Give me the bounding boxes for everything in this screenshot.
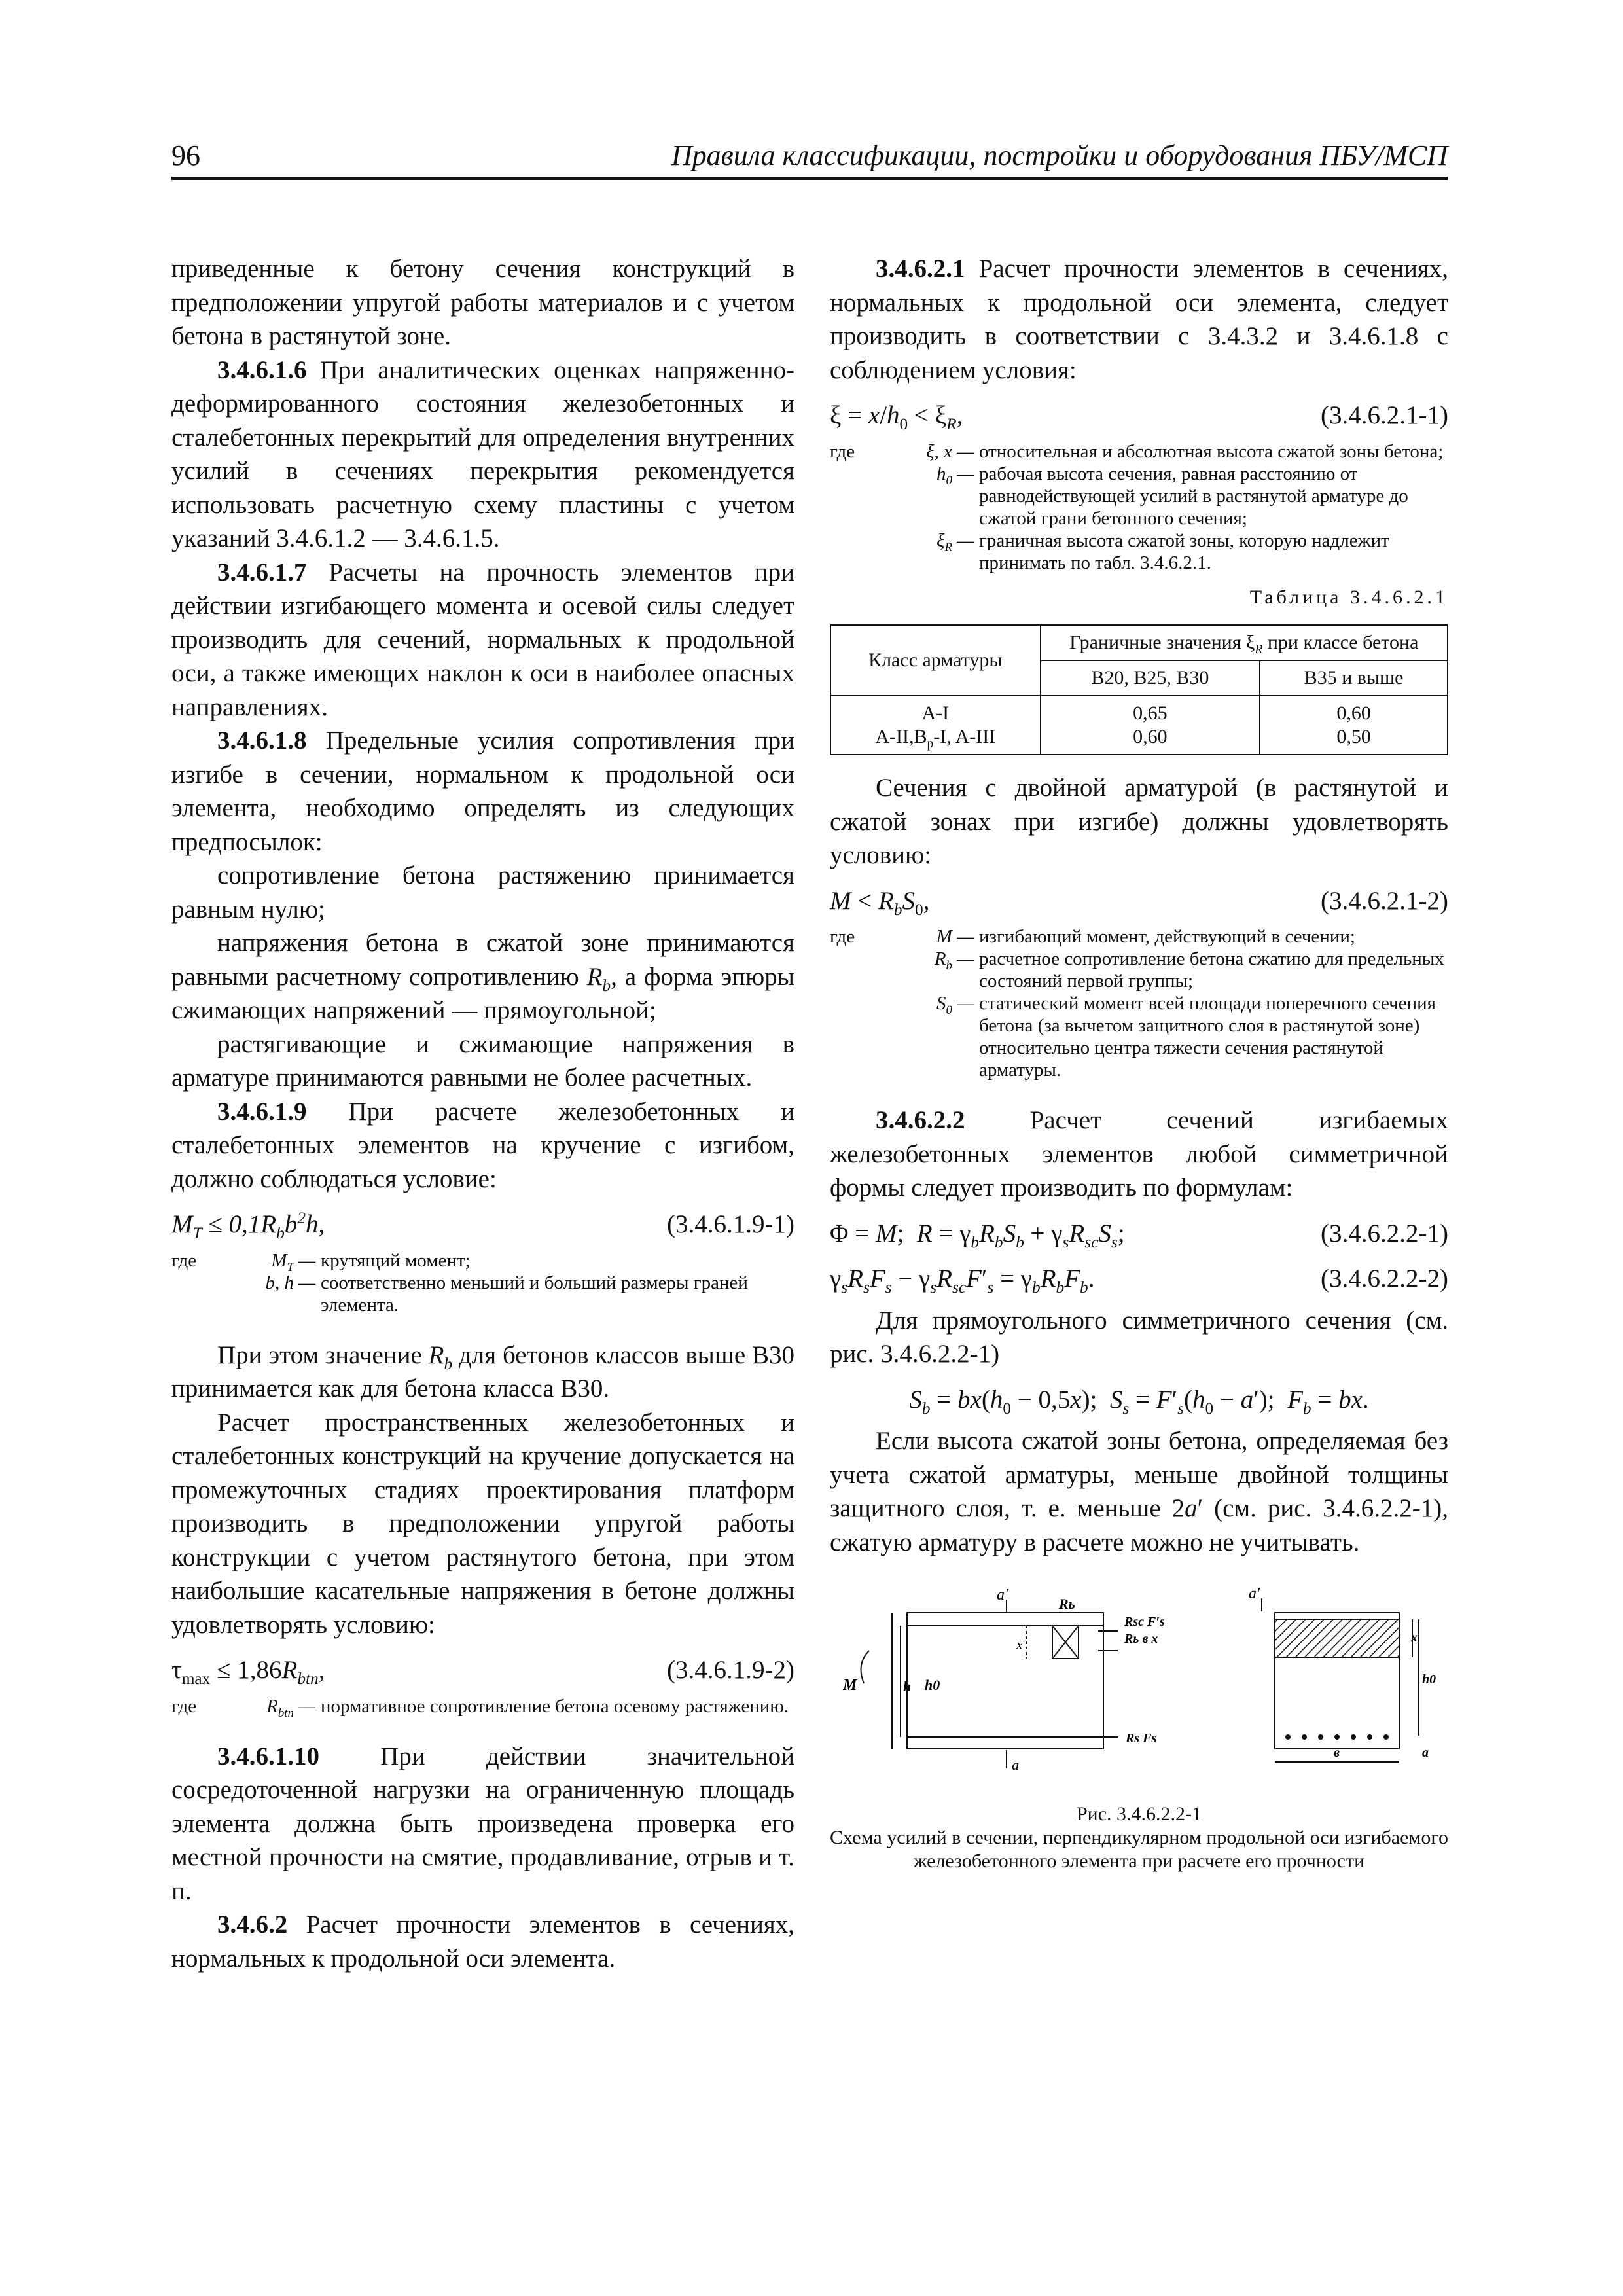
where-list-4: где M — изгибающий момент, действующий в сечении; $R_b$ — расчетное сопротивление бетона сжатию для предельных состояний первой группы; $S_0$ — статический момент всей площади поперечного сечения бетона (за вычетом защитного слоя в растянутой зоне) относительно центра тяжести сечения растянутой арматуры.: [830, 925, 1448, 1081]
formula-number: (3.4.6.2.1-2): [1321, 886, 1448, 915]
label-a-prime: a′: [997, 1587, 1008, 1604]
force-diagram: [830, 1585, 1448, 1795]
table-cell: [830, 696, 1041, 755]
formula-number: (3.4.6.1.9-1): [667, 1210, 794, 1238]
paragraph-text: При этом значение: [217, 1340, 429, 1369]
cell-line: 0,60: [1133, 726, 1168, 747]
section-text: Предельные усилия сопротивления при изгибе в сечении, нормальном к продольной оси элемента, необходимо определять из следующих предпосылок:: [171, 726, 794, 856]
table-header-cell: Граничные значения $\xi_R$ при классе бетона: [1041, 625, 1448, 660]
where-label: где: [830, 926, 855, 947]
where-label: где: [171, 1695, 197, 1717]
label-h0: h0: [925, 1677, 940, 1693]
section-3-4-6-1-6: [171, 353, 794, 556]
figure-3-4-6-2-2-1: [830, 1585, 1448, 1795]
section-number: 3.4.6.1.8: [217, 726, 307, 755]
label-rb-b-x: Rь в х: [1124, 1632, 1158, 1646]
left-column: [171, 252, 794, 1975]
element-side-view: [861, 1600, 1118, 1768]
label-x: x: [1016, 1636, 1023, 1653]
where-label: где: [171, 1249, 197, 1271]
paragraph-b30: При этом значение $R_b$ для бетонов классов выше В30 принимается как для бетона класса В30.: [171, 1340, 794, 1403]
premise-text: напряжения бетона в сжатой зоне принимаются равными расчетному сопротивлению: [171, 929, 794, 991]
cell-line: 0,60: [1336, 702, 1371, 724]
cell-line: 0,50: [1336, 726, 1371, 747]
label-rs-fs: Rs Fs: [1126, 1731, 1157, 1746]
figure-caption-text: Схема усилий в сечении, перпендикулярном продольной оси изгибаемого железобетонного элемента при расчете его прочности: [830, 1827, 1448, 1872]
premise-1: сопротивление бетона растяжению принимается равным нулю;: [171, 861, 794, 924]
where-list-1: где $M_T$ — крутящий момент; b, h — соответственно меньший и больший размеры граней элемента.: [171, 1249, 794, 1316]
header-rule: [171, 177, 1448, 180]
where-definition: статический момент всей площади поперечного сечения бетона (за вычетом защитного слоя в растянутой зоне) относительно центра тяжести сечения растянутой арматуры.: [979, 993, 1436, 1081]
label-h: h: [903, 1678, 912, 1695]
table-header-cell: Класс арматуры: [830, 625, 1041, 696]
formula-3-4-6-1-9-1: $M_T \le 0,1R_bb^2h$, (3.4.6.1.9-1): [171, 1209, 794, 1242]
section-text: Расчеты на прочность элементов при действии изгибающего момента и осевой силы следует производить для сечений, нормальных к продольной оси, а также имеющих наклон к оси в наиболее опасных направлениях.: [171, 558, 794, 721]
running-title: Правила классификации, постройки и оборудования ПБУ/МСП: [671, 139, 1448, 171]
label-rb: Rь: [1059, 1596, 1075, 1612]
page-number: 96: [171, 139, 200, 171]
label-a-prime-section: a′: [1249, 1585, 1260, 1602]
label-rsc-fs: Rsc F′s: [1124, 1615, 1165, 1629]
where-definition: рабочая высота сечения, равная расстоянию от равнодействующей усилий в растянутой арматуре до сжатой грани бетонного сечения;: [979, 463, 1408, 529]
table-cell: [1041, 696, 1260, 755]
where-definition: нормативное сопротивление бетона осевому растяжению.: [321, 1695, 789, 1717]
section-number: 3.4.6.1.9: [217, 1097, 307, 1126]
table-header-cell: В35 и выше: [1260, 660, 1448, 696]
table-header-row: [830, 625, 1448, 660]
figure-label: Рис. 3.4.6.2.2-1: [1076, 1803, 1202, 1825]
right-column: [830, 252, 1448, 1873]
paragraph-double-reinforcement: Сечения с двойной арматурой (в растянутой и сжатой зонах при изгибе) должны удовлетворять условию:: [830, 774, 1448, 869]
header-text: при классе бетона: [1262, 632, 1419, 653]
formula-3-4-6-1-9-2: $\tau_{max} \le 1,86R_{btn}$, (3.4.6.1.9-2): [171, 1653, 794, 1687]
paragraph-torsion: Расчет пространственных железобетонных и сталебетонных конструкций на кручение допускается на промежуточных стадиях проектирования платформ производить в предположении упругой работы конструкции с учетом растянутого бетона, при этом наибольшие касательные напряжения в бетоне должны удовлетворять условию:: [171, 1408, 794, 1639]
rebar-dots: [1285, 1734, 1389, 1740]
paragraph-rectangular: Для прямоугольного симметричного сечения (см. рис. 3.4.6.2.2-1): [830, 1306, 1448, 1368]
section-3-4-6-2: [171, 1908, 794, 1975]
label-x-section: x: [1411, 1630, 1418, 1645]
section-number: 3.4.6.1.10: [217, 1742, 319, 1770]
formula-3-4-6-2-1-2: $M < R_bS_0$, (3.4.6.2.1-2): [830, 884, 1448, 918]
section-3-4-6-2-2: [830, 1103, 1448, 1205]
section-number: 3.4.6.2.1: [876, 255, 965, 283]
formula-3-4-6-2-1-1: $\xi = x/h_0 < \xi_R$, (3.4.6.2.1-1): [830, 399, 1448, 433]
formula-3-4-6-2-2-2: $\gamma_sR_sF_s - \gamma_sR_{sc}F'_s = \gamma_bR_bF_b$. (3.4.6.2.2-2): [830, 1262, 1448, 1296]
formula-number: (3.4.6.1.9-2): [667, 1656, 794, 1684]
header-text: Граничные значения: [1069, 632, 1247, 653]
paragraph-intro: приведенные к бетону сечения конструкций в предположении упругой работы материалов и с учетом бетона в растянутой зоне.: [171, 255, 794, 350]
paragraph-compressed-zone: Если высота сжатой зоны бетона, определяемая без учета сжатой арматуры, меньше двойной толщины защитного слоя, т. е. меньше 2a′ (см. рис. 3.4.6.2.2-1), сжатую арматуру в расчете можно не учитывать.: [830, 1427, 1448, 1556]
cell-line: $A-II,B_p-I$, A-III: [875, 726, 996, 751]
table-row: [830, 696, 1448, 755]
label-h0-section: h0: [1422, 1672, 1436, 1687]
where-definition: изгибающий момент, действующий в сечении;: [979, 926, 1355, 947]
where-list-2: где $R_{btn}$ — нормативное сопротивление бетона осевому растяжению.: [171, 1695, 794, 1717]
table-header-cell: В20, В25, В30: [1041, 660, 1260, 696]
label-a-section: a: [1422, 1746, 1429, 1760]
formula-number: (3.4.6.2.2-1): [1321, 1219, 1448, 1247]
where-list-3: где ξ, x — относительная и абсолютная высота сжатой зоны бетона; $h_0$ — рабочая высота сечения, равная расстоянию от равнодействующей усилий в растянутой арматуре до сжатой грани бетонного сечения; $\xi_R$ — граничная высота сжатой зоны, которую надлежит принимать по табл. 3.4.6.2.1.: [830, 440, 1448, 574]
cell-line: 0,65: [1133, 702, 1168, 724]
section-number: 3.4.6.2.2: [876, 1106, 965, 1134]
label-m: M: [843, 1677, 857, 1694]
where-definition: расчетное сопротивление бетона сжатию для предельных состояний первой группы;: [979, 948, 1444, 992]
section-number: 3.4.6.1.6: [217, 355, 307, 384]
table-caption: Таблица 3.4.6.2.1: [1249, 586, 1448, 608]
section-number: 3.4.6.2: [217, 1910, 288, 1939]
section-text: При действии значительной сосредоточенной нагрузки на ограниченную площадь элемента должна быть произведена проверка его местной прочности на смятие, продавливание, отрыв и т. п.: [171, 1742, 794, 1905]
section-3-4-6-1-7: [171, 556, 794, 725]
section-text: При аналитических оценках напряженно-деформированного состояния железобетонных и сталебетонных перекрытий для определения внутренних усилий в сечениях перекрытия рекомендуется использовать расчетную схему пластины с учетом указаний 3.4.6.1.2 — 3.4.6.1.5.: [171, 355, 794, 552]
paragraph-text: Если высота сжатой зоны бетона, определяемая без учета сжатой арматуры, меньше двойной толщины защитного слоя, т. е. меньше 2: [830, 1427, 1448, 1522]
formula-number: (3.4.6.2.1-1): [1321, 401, 1448, 429]
section-3-4-6-2-1: [830, 252, 1448, 387]
label-a: a: [1012, 1757, 1019, 1773]
section-text: Расчет сечений изгибаемых железобетонных элементов любой симметричной формы следует производить по формулам:: [830, 1106, 1448, 1202]
section-3-4-6-1-8: [171, 724, 794, 859]
where-definition: крутящий момент;: [321, 1249, 471, 1271]
section-3-4-6-1-10: [171, 1740, 794, 1909]
page-header: [171, 139, 1448, 182]
formula-3-4-6-2-2-1: Φ = M; $R = \gamma_bR_bS_b + \gamma_sR_{sc}S_s$; (3.4.6.2.2-1): [830, 1217, 1448, 1251]
where-definition: соответственно меньший и больший размеры граней элемента.: [321, 1272, 748, 1316]
where-definition: граничная высота сжатой зоны, которую надлежит принимать по табл. 3.4.6.2.1.: [979, 529, 1389, 573]
formula-rectangular-section: $S_b = bx(h_0 - 0,5x)$; $S_s = F'_s(h_0 - a')$; $F_b$ = bx.: [909, 1385, 1369, 1418]
premise-3: растягивающие и сжимающие напряжения в арматуре принимаются равными не более расчетных.: [171, 1030, 794, 1092]
cross-section: [1262, 1598, 1419, 1762]
where-definition: относительная и абсолютная высота сжатой зоны бетона;: [979, 440, 1444, 462]
section-text: Расчет прочности элементов в сечениях, нормальных к продольной оси элемента, следует производить в соответствии с 3.4.3.2 и 3.4.6.1.8 с соблюдением условия:: [830, 255, 1448, 384]
where-symbol: b, h —: [265, 1272, 315, 1293]
cell-line: A-I: [921, 702, 950, 724]
paragraph-text: (см. рис. 3.4.6.2.2-1), сжатую арматуру в расчете можно не учитывать.: [830, 1494, 1448, 1556]
section-text: При расчете железобетонных и сталебетонных элементов на кручение с изгибом, должно соблюдаться условие:: [171, 1097, 794, 1193]
section-text: Расчет прочности элементов в сечениях, нормальных к продольной оси элемента.: [171, 1910, 794, 1973]
paragraph-text: для бетонов классов выше В30 принимается как для бетона класса В30.: [171, 1340, 794, 1403]
formula-number: (3.4.6.2.2-2): [1321, 1265, 1448, 1293]
premise-text: , а форма эпюры сжимающих напряжений — прямоугольной;: [171, 962, 794, 1024]
where-label: где: [830, 440, 855, 462]
premise-2: напряжения бетона в сжатой зоне принимаются равными расчетному сопротивлению $R_b$, а форма эпюры сжимающих напряжений — прямоугольной;: [171, 929, 794, 1024]
figure-caption: [830, 1803, 1448, 1873]
section-number: 3.4.6.1.7: [217, 558, 307, 586]
label-b-section: в: [1334, 1746, 1340, 1760]
boundary-values-table: [830, 624, 1448, 755]
section-3-4-6-1-9: [171, 1095, 794, 1196]
dash: —: [293, 1249, 315, 1271]
table-cell: [1260, 696, 1448, 755]
